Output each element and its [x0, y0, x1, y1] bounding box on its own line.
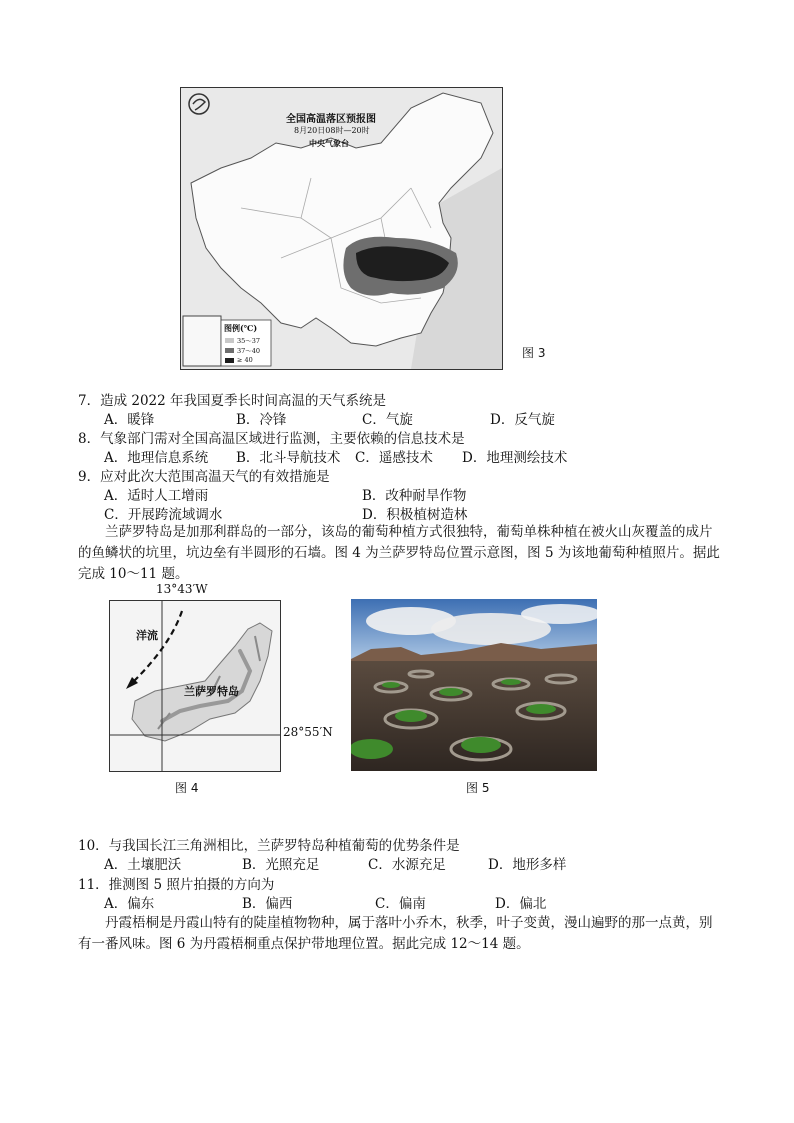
q9-option-d: D．积极植树造林: [362, 507, 468, 523]
figure-4-location-map: [109, 600, 281, 772]
vineyard-photo-graphic: [351, 599, 597, 771]
island-label: 兰萨罗特岛: [184, 685, 239, 698]
q9-stem: 9．应对此次大范围高温天气的有效措施是: [78, 469, 330, 485]
q10-option-d: D．地形多样: [488, 857, 567, 873]
map-time: 8月20日08时—20时: [294, 126, 370, 135]
q11-option-a: A．偏东: [104, 896, 155, 912]
q10-option-a: A．土壤肥沃: [104, 857, 182, 873]
intro-danxia: 丹霞梧桐是丹霞山特有的陡崖植物物种，属于落叶小乔木，秋季，叶子变黄，漫山遍野的那一点黄，别有一番风味。图 6 为丹霞梧桐重点保护带地理位置。据此完成 12～14 题。: [78, 915, 713, 952]
q8-option-c: C．遥感技术: [355, 450, 433, 466]
q7-option-d: D．反气旋: [490, 412, 555, 428]
q10-stem: 10．与我国长江三角洲相比，兰萨罗特岛种植葡萄的优势条件是: [78, 838, 460, 854]
intro-lanzarote: 兰萨罗特岛是加那利群岛的一部分，该岛的葡萄种植方式很独特，葡萄单株种植在被火山灰覆盖的成片的鱼鳞状的坑里，坑边垒有半圆形的石墙。图 4 为兰萨罗特岛位置示意图，图 5 为该地葡萄种植照片。据此完成 10～11 题。: [78, 524, 720, 582]
legend-title: 图例(℃): [224, 323, 258, 333]
fig4-latitude: 28°55′N: [283, 725, 333, 739]
q9-option-b: B．改种耐旱作物: [362, 488, 467, 504]
fig3-caption: 图 3: [522, 346, 546, 360]
fig4-longitude: 13°43′W: [156, 582, 208, 596]
q8-stem: 8．气象部门需对全国高温区域进行监测，主要依赖的信息技术是: [78, 431, 465, 447]
q11-option-b: B．偏西: [242, 896, 293, 912]
q9-option-c: C．开展跨流域调水: [104, 507, 223, 523]
current-label: 洋流: [136, 629, 158, 642]
figure-3-high-temp-map: [180, 87, 503, 370]
legend-item-1: 35～37: [237, 337, 261, 345]
q11-option-d: D．偏北: [495, 896, 547, 912]
q8-option-d: D．地理测绘技术: [462, 450, 568, 466]
q8-option-a: A．地理信息系统: [104, 450, 209, 466]
q7-option-b: B．冷锋: [236, 412, 287, 428]
legend-item-2: 37～40: [237, 347, 261, 355]
fig4-caption: 图 4: [175, 781, 199, 795]
q7-stem: 7．造成 2022 年我国夏季长时间高温的天气系统是: [78, 393, 387, 409]
q11-stem: 11．推测图 5 照片拍摄的方向为: [78, 877, 275, 893]
figure-5-vineyard-photo: [351, 599, 597, 771]
q10-option-b: B．光照充足: [242, 857, 320, 873]
fig5-caption: 图 5: [466, 781, 490, 795]
legend-item-3: ≥ 40: [237, 356, 253, 364]
map-title: 全国高温落区预报图: [286, 114, 376, 125]
q7-option-a: A．暖锋: [104, 412, 155, 428]
q8-option-b: B．北斗导航技术: [236, 450, 341, 466]
map-agency: 中央气象台: [309, 138, 349, 148]
q10-option-c: C．水源充足: [368, 857, 446, 873]
q11-option-c: C．偏南: [375, 896, 426, 912]
q9-option-a: A．适时人工增雨: [104, 488, 209, 504]
q7-option-c: C．气旋: [362, 412, 413, 428]
